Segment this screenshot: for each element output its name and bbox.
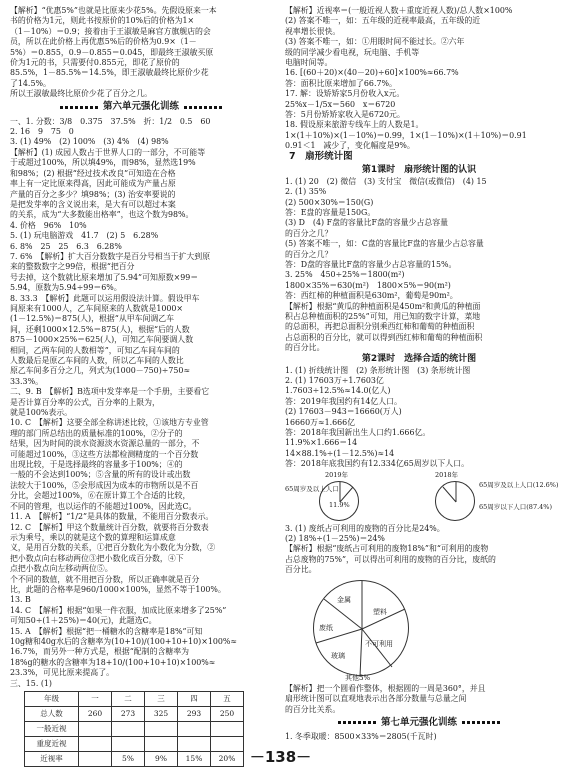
pie-label: 塑料 (373, 607, 387, 616)
text-line: 答：E盘的容量是150G。 (285, 207, 376, 217)
table-cell (211, 722, 244, 737)
table-cell (178, 722, 211, 737)
table-header-cell: 年级 (25, 692, 79, 707)
text-line: 4. 价格 96% 10% (10, 220, 87, 230)
text-line: 【解析】近视率＝(一般近视人数＋重度近视人数)/总人数×100% (285, 6, 513, 15)
text-line: 率上有一定比原来得高，因此可能成为产量占原 (10, 179, 176, 189)
text-line: 就是100%表示。 (10, 408, 73, 418)
lesson1-block (285, 177, 553, 354)
table-cell: 293 (178, 707, 211, 722)
text-line: 间原来有1000人，乙车间原来的人数就是1000× (10, 303, 184, 313)
chart-label: 65周岁及以上人口 (285, 484, 339, 493)
lesson2-block (285, 366, 553, 470)
text-line: 示为乘号，乘以的就是这个数的算理和运算成意 (10, 532, 176, 542)
text-line: 8. 33.3 【解析】此题可以运用假设法计算。假设甲车 (10, 293, 200, 303)
text-line: 【解析】“优惠5%”也就是比原来少花5%。先假设原来一本 (10, 6, 217, 15)
text-line: 占总废物的75%”，可以得出可利用的废物的百分比，废纸的 (285, 554, 496, 564)
text-line: 答：面积比原来增加了66.7%。 (285, 78, 397, 88)
text-line: 员，所以在此价格上再优惠5%后的价格为0.9×（1－ (10, 37, 197, 47)
text-line: 级的同学减少看电视，玩电脑、手机等 (285, 47, 420, 57)
pie-label: 不可利用 (365, 639, 393, 648)
text-line: 1. (1) 折线统计图 (2) 条形统计图 (3) 条形统计图 (285, 365, 471, 375)
heading-decor (184, 106, 222, 109)
text-line: 16.7%，而另外一种方式是，根据“配制的含糖率为 (10, 647, 190, 657)
table-cell (112, 722, 145, 737)
lesson-heading: 第1课时 扇形统计图的认识 (361, 164, 477, 175)
table-cell: 近视率 (25, 752, 79, 767)
section-heading (285, 716, 553, 730)
text-line: 5%）＝0.855，0.9－0.855＝0.045，即最终王淑敏买原 (10, 47, 214, 57)
text-line: 和98%；(2) 根据“经过技术改良”可知造在合格 (10, 168, 176, 178)
text-line: 一般的不会达到100%；⑤含量的所有的设计或出数 (10, 470, 191, 480)
text-line: 个不同的数值，就不用把百分数，所以正确率就是百分 (10, 574, 200, 584)
text-line: 于或超过100%，所以填49%，而98%，显然选19% (10, 158, 196, 168)
text-line: (1－12.5%)＝875(人)，根据“从甲车间调乙车 (10, 314, 175, 324)
text-line: 的总面积，再把总面积分别乘西红柿和葡萄的种植面积 (285, 322, 475, 332)
table-cell: 总人数 (25, 707, 79, 722)
text-line: 所以王淑敏最终比原价少花了百分之几。 (10, 89, 153, 99)
lesson-heading: 第2课时 选择合适的统计图 (361, 353, 477, 364)
text-line: 出现比较，于是选择最终的容量多于100%；④的 (10, 460, 183, 470)
waste-pie-chart (305, 578, 415, 682)
table-cell: 重度近视 (25, 737, 79, 752)
text-line: 可能超过100%，③这些方法都检测精度的一个百分数 (10, 449, 199, 459)
text-line: 扇形统计图可以直观地表示出各部分数量与总量之间 (285, 694, 467, 704)
text-line: 14×88.1%÷(1－12.5%)≈14 (285, 448, 395, 458)
text-line: 把小数点向右移动两位③把小数化成百分数，④下 (10, 553, 184, 563)
text-line: (2) 答案不唯一，如：五年级的近视率最高，五年级的近 (285, 16, 481, 26)
table-header-cell: 二 (112, 692, 145, 707)
text-line: 了14.5%。 (10, 78, 51, 88)
text-line: 答：5月份矫矫家收入是6720元。 (285, 110, 405, 120)
text-line: (5) 答案不唯一，如：C盘的容量比F盘的容量少占总容量 (285, 239, 484, 249)
chart-label: 11.9% (329, 500, 350, 509)
text-line: 答：2018年我国新出生人口约1.666亿。 (285, 428, 431, 438)
text-line: (2) 18%÷(1－25%)＝24% (285, 534, 385, 544)
text-line: 17. 解：设矫矫家5月份收入x元。 (285, 89, 405, 99)
table-cell: 一般近视 (25, 722, 79, 737)
text-line: 答：2019年我国约有14亿人口。 (285, 396, 402, 406)
left-column (10, 6, 272, 763)
text-line: 18. 假设原来旅游专线车上的人数是1。 (285, 120, 424, 130)
text-line: 来的整数数字之99倍，根据“把百分 (10, 262, 135, 272)
text-line: 5. (1) 玩电脑游戏 41.7 (2) 5 6.28% (10, 231, 159, 241)
text-line: 答：2018年底我国约有12.334亿65周岁以下人口。 (285, 459, 469, 469)
section-heading (10, 101, 272, 115)
text-line: 可知50÷(1＋25%)＝40(元)，此题选C。 (10, 616, 157, 626)
text-line: 2. (1) 17603万÷1.7603亿 (285, 376, 384, 385)
text-line: 12. C 【解析】甲这个数量统计百分数，就要将百分数表 (10, 522, 209, 532)
text-line: 不同的管理，也以运作的不能超过100%，因此选C。 (10, 501, 197, 511)
table-cell: 260 (79, 707, 112, 722)
table-cell: 250 (211, 707, 244, 722)
pie-chart-2018 (435, 481, 475, 521)
text-line: 1×(1＋10%)×(1－10%)＝0.99，1×(1－10%)×(1＋10%)＝0.91 (285, 130, 527, 140)
text-line: 5.94，原数为5.94÷99＝6%。 (10, 283, 122, 293)
text-line: 号去掉，这个数就比原来增加了5.94”可知原数×99＝ (10, 272, 199, 282)
text-line: 点把小数点向左移动两位⑤。 (10, 564, 113, 574)
table-cell (145, 722, 178, 737)
table-cell: 15% (178, 752, 211, 767)
chart-label: 65周岁以下人口(87.4%) (479, 502, 552, 511)
table-row (25, 707, 244, 722)
text-line: 11.9%×1.666＝14 (285, 438, 358, 448)
page-number: －138－ (249, 748, 312, 766)
text-line: 视率增长很快。 (285, 26, 341, 36)
table-cell: 9% (145, 752, 178, 767)
text-line: 是把发芽率的含义说出来，是大有可以超过本案 (10, 199, 176, 209)
chapter-title: 7 扇形统计图 (289, 150, 353, 162)
text-line: (2) 500×30%＝150(G) (285, 197, 374, 207)
text-line: 一、1. 分数：3/8 0.375 37.5% 折：1/2 0.5 60 (10, 116, 211, 126)
text-line: 6. 8% 25 25 6.3 6.28% (10, 241, 122, 251)
lesson3-block (285, 524, 553, 576)
text-line: 的百分之几？ (285, 249, 333, 259)
text-line: 18%g的糖水的含糖率为18+10/(100+10+10)×100%≈ (10, 657, 216, 667)
text-line: 16. [(60＋20)×(40－20)÷60]×100%≈66.7% (285, 68, 459, 78)
text-line: 14. C 【解析】根据“如果一件衣服，加成比原来增多了25%” (10, 605, 227, 615)
left-mid2-block (10, 387, 272, 512)
text-line: 3. (1) 废纸占可利用的废物的百分比是24%。 (285, 523, 445, 533)
text-line: 11. A 【解析】“1/2”是具体的数量，不能用百分数表示。 (10, 512, 214, 522)
text-line: 答：D盘的容量比F盘的容量少占总容量的15%。 (285, 259, 457, 269)
text-line: 【解析】根据“黄瓜的种植面积是450m²和黄瓜的种植面 (285, 301, 481, 311)
table-cell: 20% (211, 752, 244, 767)
text-line: 2. (1) 35% (285, 187, 327, 197)
text-line: (3) 答案不唯一，如：①用眼时间不能过长。②六年 (285, 37, 465, 47)
table-header-cell: 五 (211, 692, 244, 707)
text-line: 电脑时间等。 (285, 58, 333, 68)
text-line: 10. C 【解析】这要全部全称讲述比较，①该地方专业管 (10, 418, 209, 428)
lesson5-block (285, 732, 553, 742)
section-title: 第七单元强化训练 (380, 716, 457, 728)
right-column (285, 6, 559, 741)
text-line: 15. A 【解析】根据“把一桶糖水的含糖率是18%”可知 (10, 626, 203, 636)
pie-label: 玻璃 (331, 651, 345, 660)
text-line: 的百分比关系。 (285, 704, 341, 714)
chapter-heading (285, 152, 553, 165)
text-line: 二、9. B 【解析】B选项中发芽率是一个手册，主要看它 (10, 387, 210, 397)
text-line: 占总面积的百分比，就可以得到西红柿和葡萄的种植面积 (285, 332, 483, 342)
right-top-block (285, 6, 553, 152)
text-line: 10g糖和40g水后的含糖率为(10+10)/(100+10+10)×100%≈ (10, 636, 238, 646)
text-line: 1800×35%＝630(m²) 1800×5%＝90(m²) (285, 280, 451, 290)
chart-title: 2018年 (435, 470, 459, 479)
text-line: 【解析】把一个圆看作整体，根据圆的一周是360°，并且 (285, 683, 486, 693)
text-line: 33.3%。 (10, 376, 43, 386)
heading-decor (338, 721, 376, 724)
table-label: 三、15. (1) (10, 678, 53, 688)
table-cell: 273 (112, 707, 145, 722)
left-mid-block (10, 117, 272, 388)
pie-label: 其他3% (345, 673, 371, 682)
text-line: 分比，会超过100%，⑥在原计算工个合适的比较， (10, 491, 191, 501)
text-line: 13. B (10, 595, 31, 605)
text-line: 的百分比。 (285, 343, 325, 353)
table-row (25, 722, 244, 737)
text-line: 是否计算百分率的公式，百分率的上限为， (10, 397, 160, 407)
text-line: 0.91＜1 减少了，变化幅度是9%。 (285, 141, 415, 151)
text-line: 的关系，成为“大多数能出格率”，也这个数为98%。 (10, 210, 194, 220)
heading-decor (60, 106, 98, 109)
text-line: (2) 17603－943＝16660(万人) (285, 407, 402, 417)
table-header-cell: 三 (145, 692, 178, 707)
text-line: 的百分之几？ (285, 228, 333, 238)
text-line: 1.7603÷12.5%≈14.0(亿人) (285, 386, 391, 396)
text-line: (3) D (4) F盘的容量比F盘的容量少占总容量 (285, 218, 449, 228)
text-line: 百分比。 (285, 565, 317, 575)
text-line: 答：西红柿的种植面积是630m²，葡萄是90m²。 (285, 291, 458, 301)
text-line: 【解析】(1) 成园人数占于世界人口的一部分，不可能等 (10, 147, 206, 157)
text-line: 积占总种植面积的25%”可知，用已知的数字计算，菜地 (285, 311, 481, 321)
text-line: 产量的百分之多少？填98%；(3) 治安率要说的 (10, 189, 176, 199)
text-line: 1. (1) 20 (2) 微信 (3) 支付宝 微信(或微信) (4) 15 (285, 176, 487, 186)
heading-decor (462, 721, 500, 724)
text-line: 7. 6% 【解析】扩大百分数数字是百分号相当于扩大到原 (10, 251, 211, 261)
chart-title: 2019年 (325, 470, 349, 479)
text-line: 价为1元的书，只需要付0.855元，即花了原价的 (10, 58, 180, 68)
table-cell (79, 722, 112, 737)
text-line: 25%x－1/5x＝560 x＝6720 (285, 99, 396, 109)
text-line: 相同，乙两车间的人数相等”，可知乙车间车间的 (10, 345, 180, 355)
pie-label: 金属 (337, 595, 351, 604)
section-title: 第六单元强化训练 (102, 101, 179, 113)
text-line: 书的价格为1元，则此书按原价的10%后的价格为1× (10, 16, 195, 26)
table-cell: 325 (145, 707, 178, 722)
text-line: 3. (1) 49% (2) 100% (3) 4% (4) 98% (10, 137, 169, 147)
text-line: 法较大于100%，⑤会形成因为成本的市物所以是不百 (10, 480, 199, 490)
text-line: 理的部门所总结出的质量标准的100%，②分子的 (10, 428, 183, 438)
text-line: 【解析】根据“废纸占可利用的废物18%”和“可利用的废物 (285, 544, 489, 554)
left-top-block (10, 6, 272, 100)
lesson4-block (285, 684, 553, 715)
text-line: 1. 冬季取暖：8500×33%＝2805(千瓦时) (285, 731, 437, 741)
text-line: 比，此题的合格率是960/1000×100%，显然不等于100%。 (10, 584, 226, 594)
chart-label: 65周岁及以上人口(12.6%) (479, 480, 559, 489)
text-line: 16660万≈1.666亿 (285, 417, 356, 427)
text-line: 85.5%，1－85.5%＝14.5%，即王淑敏最终比原价少花 (10, 68, 209, 78)
pie-label: 废纸 (319, 623, 333, 632)
population-pie-charts (285, 470, 559, 523)
text-line: 875－1000×25%＝625(人)，可知乙车间要调人数 (10, 335, 194, 345)
text-line: 2. 16 9 75 0 (10, 127, 74, 137)
text-line: 结果，因为时间的淡水资源淡水资源总量的一部分，不 (10, 439, 200, 449)
text-line: （1－10%）＝0.9；接着由于王淑敏是麻官方旗舰店的会 (10, 26, 211, 36)
left-mid3-block (10, 512, 272, 679)
pie-divider (436, 482, 476, 522)
text-line: 原乙车间多百分之几，列式为(1000－750)÷750≈ (10, 366, 191, 376)
text-line: 23.3%，可见比原来提高了。 (10, 668, 114, 678)
table-header-row (25, 692, 244, 707)
table-header-cell: 一 (79, 692, 112, 707)
text-line: 3. 25% 450÷25%＝1800(m²) (285, 270, 405, 280)
text-line: 间，还剩1000×12.5%＝875(人)，根据“后的人数 (10, 324, 190, 334)
table-header-cell: 四 (178, 692, 211, 707)
text-line: 人数最后是原乙车间的人数，所以乙车间的人数比 (10, 356, 184, 365)
table-cell: 5% (112, 752, 145, 767)
text-line: 义，是用百分数的关系，①把百分数化为小数化为分数，② (10, 543, 216, 553)
